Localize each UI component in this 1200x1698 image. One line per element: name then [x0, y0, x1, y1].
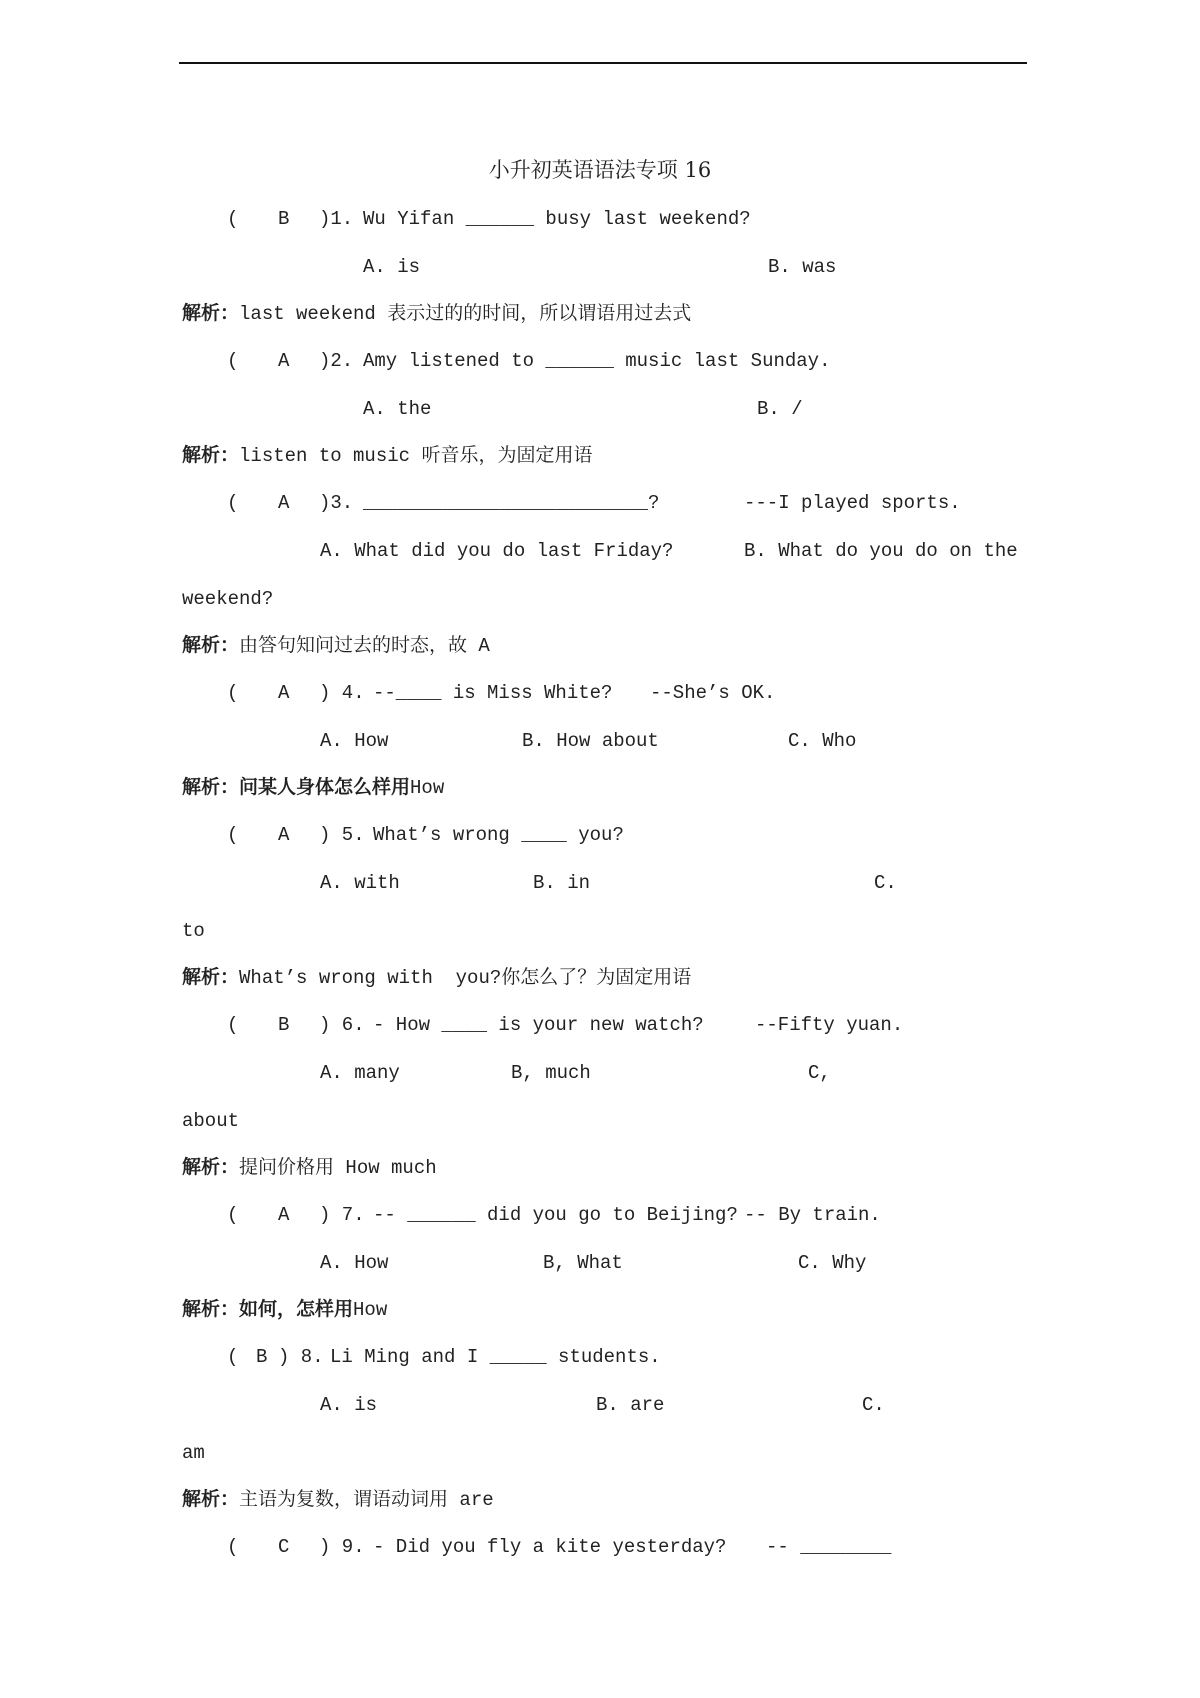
- q9-stem: - Did you fly a kite yesterday?: [373, 1536, 727, 1558]
- q9-number: ) 9.: [319, 1536, 365, 1558]
- q1-answer: B: [278, 208, 290, 230]
- q1-open-paren: (: [227, 208, 239, 230]
- q3-answer: A: [278, 492, 290, 514]
- q8-option-b: B. are: [596, 1394, 665, 1416]
- q5-answer: A: [278, 824, 290, 846]
- q7-option-c: C. Why: [798, 1252, 867, 1274]
- q8-option-c: C.: [862, 1394, 885, 1416]
- q6-number: ) 6.: [319, 1014, 365, 1036]
- q9-answer: C: [278, 1536, 290, 1558]
- q6-option-b: B, much: [511, 1062, 591, 1084]
- q3-explanation: 解析：由答句知问过去的时态，故 A: [182, 634, 490, 657]
- q2-number: )2.: [319, 350, 354, 372]
- page-title: 小升初英语语法专项 16: [488, 158, 712, 182]
- q5-stem: What’s wrong ____ you?: [373, 824, 624, 846]
- q4-answer: A: [278, 682, 290, 704]
- q3-option-b: B. What do you do on the: [744, 540, 1018, 562]
- q1-option-a: A. is: [363, 256, 421, 278]
- q2-explanation: 解析：listen to music 听音乐，为固定用语: [182, 444, 593, 467]
- q8-number: ) 8.: [278, 1346, 324, 1368]
- q8-option-a: A. is: [320, 1394, 378, 1416]
- q3-reply: ---I played sports.: [744, 492, 961, 514]
- q5-option-c: C.: [874, 872, 897, 894]
- q2-option-a: A. the: [363, 398, 432, 420]
- q6-explanation: 解析：提问价格用 How much: [182, 1156, 437, 1179]
- q4-explanation: 解析：问某人身体怎么样用How: [182, 776, 445, 799]
- q3-number: )3.: [319, 492, 354, 514]
- q7-explanation: 解析：如何，怎样用How: [182, 1298, 388, 1321]
- q6-option-c-wrap: about: [182, 1110, 240, 1132]
- q4-option-c: C. Who: [788, 730, 857, 752]
- q5-option-b: B. in: [533, 872, 591, 894]
- q6-option-c: C,: [808, 1062, 831, 1084]
- q2-answer: A: [278, 350, 290, 372]
- q5-option-c-wrap: to: [182, 920, 205, 942]
- q8-stem: Li Ming and I _____ students.: [330, 1346, 661, 1368]
- q6-open-paren: (: [227, 1014, 239, 1036]
- q4-number: ) 4.: [319, 682, 365, 704]
- q4-option-b: B. How about: [522, 730, 659, 752]
- q2-stem: Amy listened to ______ music last Sunday.: [363, 350, 831, 372]
- q5-explanation: 解析：What’s wrong with you?你怎么了？为固定用语: [182, 966, 692, 989]
- q8-option-c-wrap: am: [182, 1442, 205, 1464]
- q7-number: ) 7.: [319, 1204, 365, 1226]
- q7-option-a: A. How: [320, 1252, 389, 1274]
- q5-option-a: A. with: [320, 872, 400, 894]
- q2-option-b: B. /: [757, 398, 803, 420]
- q1-stem: Wu Yifan ______ busy last weekend?: [363, 208, 751, 230]
- q6-reply: --Fifty yuan.: [755, 1014, 904, 1036]
- q5-number: ) 5.: [319, 824, 365, 846]
- q8-answer: B: [256, 1346, 268, 1368]
- q3-option-a: A. What did you do last Friday?: [320, 540, 674, 562]
- q4-open-paren: (: [227, 682, 239, 704]
- q4-reply: --She’s OK.: [650, 682, 776, 704]
- q3-open-paren: (: [227, 492, 239, 514]
- q8-open-paren: (: [227, 1346, 239, 1368]
- q7-open-paren: (: [227, 1204, 239, 1226]
- q2-open-paren: (: [227, 350, 239, 372]
- q5-open-paren: (: [227, 824, 239, 846]
- q1-explanation: 解析：last weekend 表示过的的时间，所以谓语用过去式: [182, 302, 692, 325]
- q8-explanation: 解析：主语为复数，谓语动词用 are: [182, 1488, 494, 1511]
- q4-option-a: A. How: [320, 730, 389, 752]
- q6-answer: B: [278, 1014, 290, 1036]
- q7-option-b: B, What: [543, 1252, 623, 1274]
- q7-answer: A: [278, 1204, 290, 1226]
- q7-reply: -- By train.: [744, 1204, 881, 1226]
- q7-stem: -- ______ did you go to Beijing?: [373, 1204, 738, 1226]
- q1-number: )1.: [319, 208, 354, 230]
- q6-option-a: A. many: [320, 1062, 400, 1084]
- q3-option-b-wrap: weekend?: [182, 588, 274, 610]
- header-rule: [179, 62, 1027, 64]
- q9-open-paren: (: [227, 1536, 239, 1558]
- q3-stem: _________________________?: [363, 492, 660, 514]
- q6-stem: - How ____ is your new watch?: [373, 1014, 704, 1036]
- q9-reply: -- ________: [766, 1536, 892, 1558]
- q1-option-b: B. was: [768, 256, 837, 278]
- q4-stem: --____ is Miss White?: [373, 682, 613, 704]
